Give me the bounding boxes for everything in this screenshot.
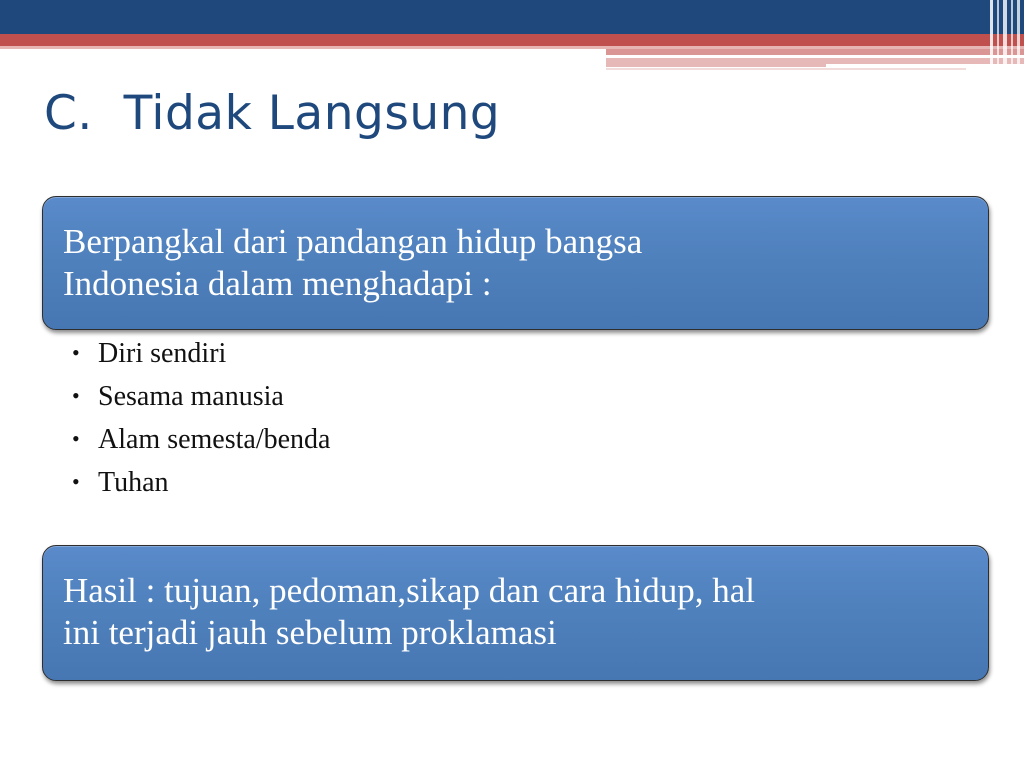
bullet-item-label: Sesama manusia (98, 381, 284, 412)
header-banner (0, 0, 1024, 75)
bullet-dot-icon: • (72, 383, 80, 408)
info-box-origin (42, 196, 989, 330)
bullet-item (72, 418, 330, 461)
bullet-item (72, 332, 330, 375)
bullet-item-label: Diri sendiri (98, 338, 227, 369)
info-box-result (42, 545, 989, 681)
bullet-list (72, 332, 330, 504)
bullet-item (72, 375, 330, 418)
info-box-origin-text (63, 221, 968, 305)
info-box-origin-line-1: Berpangkal dari pandangan hidup bangsa (63, 222, 643, 261)
bullet-dot-icon: • (72, 340, 80, 365)
bullet-item-label: Alam semesta/benda (98, 424, 331, 455)
bullet-item-label: Tuhan (98, 467, 169, 498)
info-box-result-line-1: Hasil : tujuan, pedoman,sikap dan cara hidup, hal (63, 571, 756, 610)
info-box-origin-line-2: Indonesia dalam menghadapi : (63, 264, 492, 303)
info-box-result-text (63, 570, 968, 654)
bullet-item (72, 461, 330, 504)
bullet-dot-icon: • (72, 469, 80, 494)
slide-title: C. Tidak Langsung (44, 86, 501, 141)
bullet-dot-icon: • (72, 426, 80, 451)
info-box-result-line-2: ini terjadi jauh sebelum proklamasi (63, 613, 557, 652)
